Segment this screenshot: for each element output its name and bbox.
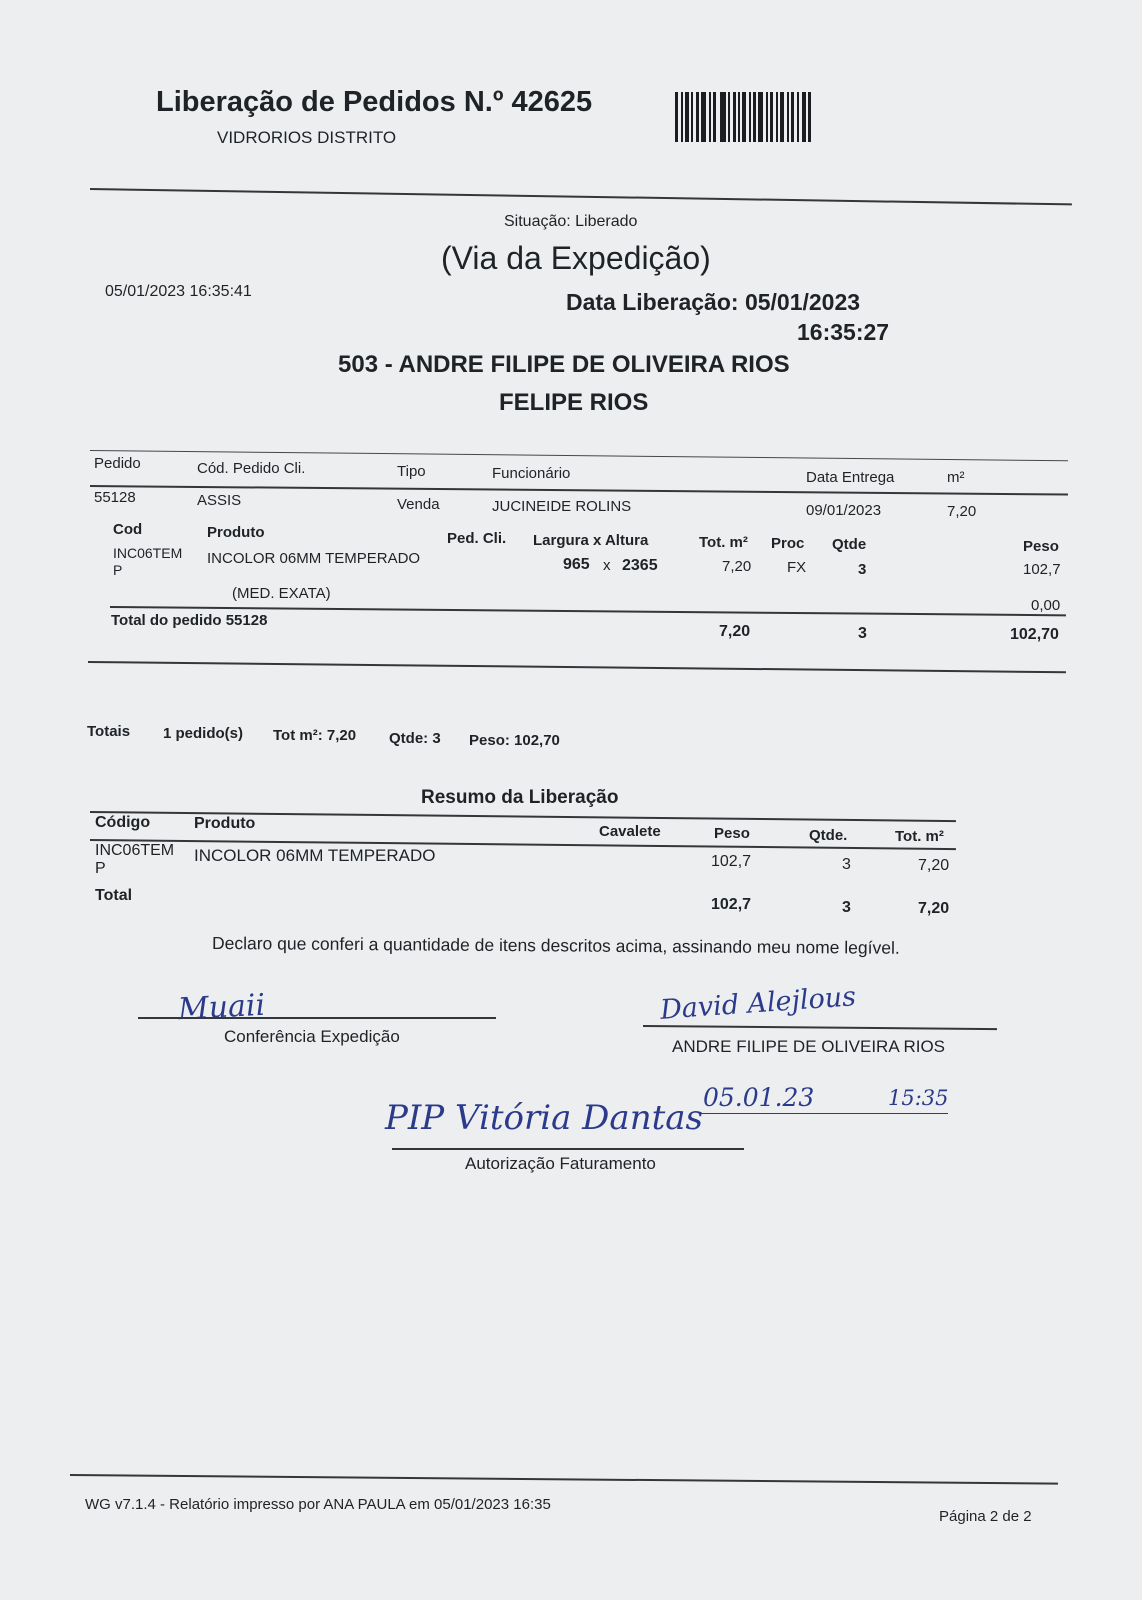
summary-codigo-line2: P bbox=[95, 860, 106, 877]
declaration-text: Declaro que conferi a quantidade de itens descritos acima, assinando meu nome legível. bbox=[211, 933, 900, 958]
item-col-proc: Proc bbox=[771, 535, 805, 552]
totals-pedidos: 1 pedido(s) bbox=[163, 725, 244, 742]
handwritten-time: 15:35 bbox=[888, 1086, 949, 1110]
cell-data-entrega: 09/01/2023 bbox=[806, 502, 882, 519]
summary-col-produto: Produto bbox=[194, 815, 256, 832]
item-cod-line1: INC06TEM bbox=[113, 545, 183, 561]
signature-conferencia: Muaii bbox=[177, 987, 266, 1028]
item-largura: 965 bbox=[563, 556, 590, 573]
summary-total-peso: 102,7 bbox=[711, 896, 752, 913]
client-alias: FELIPE RIOS bbox=[499, 389, 649, 416]
item-tot-m2: 7,20 bbox=[722, 558, 752, 575]
totals-qtde: Qtde: 3 bbox=[389, 730, 441, 747]
totals-label: Totais bbox=[87, 723, 131, 740]
summary-total-label: Total bbox=[95, 887, 133, 904]
company-name: VIDRORIOS DISTRITO bbox=[217, 128, 397, 147]
order-total-m2: 7,20 bbox=[719, 623, 751, 640]
item-col-produto: Produto bbox=[207, 524, 265, 541]
cliente-label: ANDRE FILIPE DE OLIVEIRA RIOS bbox=[672, 1037, 946, 1056]
cell-funcionario: JUCINEIDE ROLINS bbox=[492, 498, 632, 515]
item-altura: 2365 bbox=[622, 557, 658, 574]
item-col-cod: Cod bbox=[113, 521, 143, 538]
client-name: 503 - ANDRE FILIPE DE OLIVEIRA RIOS bbox=[338, 351, 790, 378]
cell-tipo: Venda bbox=[397, 496, 440, 513]
summary-col-cavalete: Cavalete bbox=[599, 823, 661, 840]
autorizacao-label: Autorização Faturamento bbox=[465, 1154, 656, 1173]
footer-page-number: Página 2 de 2 bbox=[939, 1508, 1032, 1525]
signature-line-autorizacao bbox=[392, 1148, 744, 1150]
status-text: Situação: Liberado bbox=[504, 213, 638, 230]
summary-title: Resumo da Liberação bbox=[421, 787, 619, 808]
signature-line-cliente bbox=[643, 1025, 997, 1030]
col-pedido: Pedido bbox=[94, 455, 141, 472]
summary-total-tot-m2: 7,20 bbox=[918, 900, 950, 917]
item-cod-line2: P bbox=[113, 562, 123, 578]
item-proc: FX bbox=[787, 559, 807, 576]
signature-autorizacao: PIP Vitória Dantas bbox=[385, 1098, 703, 1138]
summary-col-peso: Peso bbox=[714, 825, 750, 842]
item-col-qtde: Qtde bbox=[832, 536, 867, 553]
order-table-bottom-line bbox=[88, 661, 1066, 673]
date-underline bbox=[700, 1113, 948, 1114]
item-col-peso: Peso bbox=[1023, 538, 1059, 555]
item-note: (MED. EXATA) bbox=[232, 585, 331, 602]
printed-at: 05/01/2023 16:35:41 bbox=[105, 283, 252, 300]
item-x: x bbox=[603, 557, 611, 574]
order-total-label: Total do pedido 55128 bbox=[111, 612, 268, 629]
totals-peso: Peso: 102,70 bbox=[469, 732, 560, 749]
summary-peso: 102,7 bbox=[711, 853, 752, 870]
item-note-value: 0,00 bbox=[1031, 597, 1061, 614]
release-date: Data Liberação: 05/01/2023 bbox=[566, 289, 861, 315]
order-total-qtde: 3 bbox=[858, 625, 867, 642]
footer-printed-by: WG v7.1.4 - Relatório impresso por ANA PAULA em 05/01/2023 16:35 bbox=[85, 1496, 551, 1513]
item-peso: 102,7 bbox=[1023, 561, 1061, 578]
summary-codigo-line1: INC06TEM bbox=[95, 842, 175, 859]
col-data-entrega: Data Entrega bbox=[806, 469, 895, 486]
signature-line-conferencia bbox=[138, 1017, 496, 1019]
summary-col-tot-m2: Tot. m² bbox=[895, 828, 944, 845]
signature-cliente: David Alejlous bbox=[659, 981, 857, 1026]
totals-m2: Tot m²: 7,20 bbox=[273, 727, 357, 744]
item-qtde: 3 bbox=[858, 561, 867, 578]
header-divider bbox=[90, 188, 1072, 205]
item-col-largura-altura: Largura x Altura bbox=[533, 532, 649, 549]
footer-divider bbox=[70, 1474, 1058, 1485]
col-m2: m² bbox=[947, 469, 965, 486]
summary-col-codigo: Código bbox=[95, 814, 151, 831]
col-cod-pedido-cli: Cód. Pedido Cli. bbox=[197, 460, 306, 477]
release-time: 16:35:27 bbox=[797, 319, 890, 345]
handwritten-date: 05.01.23 bbox=[703, 1083, 815, 1112]
item-col-ped-cli: Ped. Cli. bbox=[447, 530, 507, 547]
report-title: Liberação de Pedidos N.º 42625 bbox=[156, 86, 593, 118]
summary-col-qtde: Qtde. bbox=[809, 827, 848, 844]
cell-m2: 7,20 bbox=[947, 503, 977, 520]
conferencia-label: Conferência Expedição bbox=[224, 1027, 400, 1046]
barcode bbox=[675, 92, 847, 142]
item-produto: INCOLOR 06MM TEMPERADO bbox=[207, 550, 421, 567]
col-tipo: Tipo bbox=[397, 463, 426, 480]
order-total-peso: 102,70 bbox=[1010, 626, 1059, 643]
summary-produto: INCOLOR 06MM TEMPERADO bbox=[194, 846, 436, 865]
cell-cod-pedido-cli: ASSIS bbox=[197, 492, 242, 509]
summary-qtde: 3 bbox=[842, 856, 851, 873]
summary-total-qtde: 3 bbox=[842, 899, 851, 916]
summary-tot-m2: 7,20 bbox=[918, 857, 950, 874]
col-funcionario: Funcionário bbox=[492, 465, 571, 482]
copy-label: (Via da Expedição) bbox=[441, 240, 711, 276]
cell-pedido: 55128 bbox=[94, 489, 136, 506]
item-col-tot-m2: Tot. m² bbox=[699, 534, 748, 551]
